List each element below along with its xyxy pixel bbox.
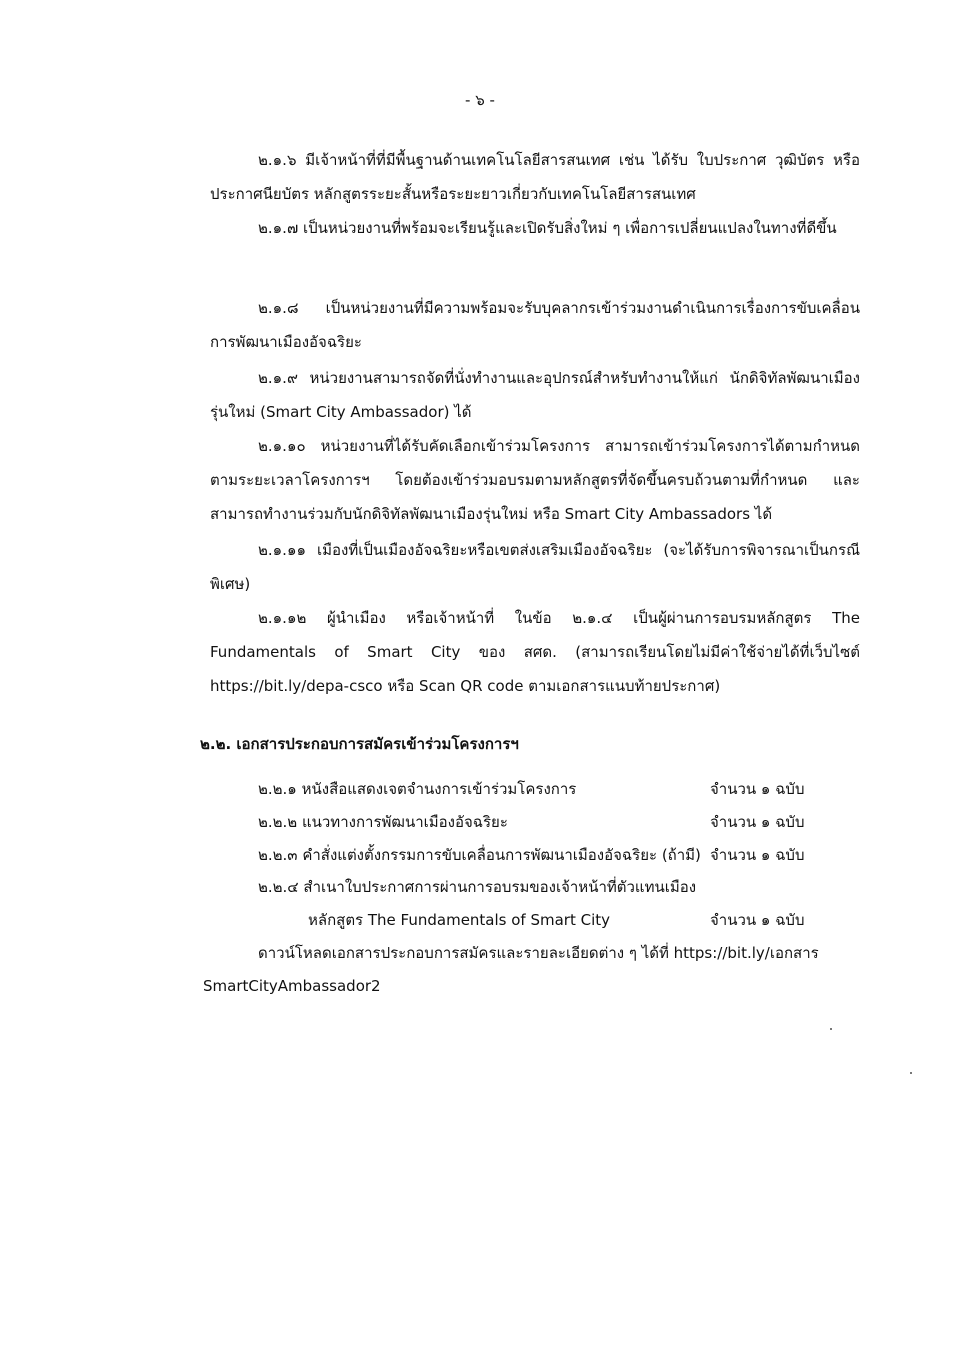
- download-note-continued: SmartCityAmbassador2: [203, 977, 381, 995]
- item-2-1-10: ๒.๑.๑๐ หน่วยงานที่ได้รับคัดเลือกเข้าร่วมโครงการ สามารถเข้าร่วมโครงการได้ตามกำหนดตามระยะเวลาโครงการฯ โดยต้องเข้าร่วมอบรมตามหลักสูตรที่จัดขึ้นครบถ้วนตามที่กำหนด และสามารถทำงานร่วมกับนักดิจิทัลพัฒนาเมืองรุ่นใหม่ หรือ Smart City Ambassadors ได้: [210, 437, 860, 523]
- document-row-2-2-1: [258, 772, 818, 806]
- item-2-1-8: ๒.๑.๘ เป็นหน่วยงานที่มีความพร้อมจะรับบุคลากรเข้าร่วมงานดำเนินการเรื่องการขับเคลื่อนการพัฒนาเมืองอัจฉริยะ: [210, 299, 860, 351]
- document-row-2-2-2: [258, 805, 818, 839]
- document-label: หลักสูตร The Fundamentals of Smart City: [308, 911, 611, 929]
- document-label: ๒.๒.๑ หนังสือแสดงเจตจำนงการเข้าร่วมโครงการ: [258, 780, 577, 798]
- item-2-1-6: ๒.๑.๖ มีเจ้าหน้าที่ที่มีพื้นฐานด้านเทคโนโลยีสารสนเทศ เช่น ได้รับ ใบประกาศ วุฒิบัตร หรือประกาศนียบัตร หลักสูตรระยะสั้นหรือระยะยาวเกี่ยวกับเทคโนโลยีสารสนเทศ: [210, 151, 860, 203]
- document-row-2-2-3: [258, 838, 818, 872]
- document-row-2-2-4: [258, 870, 818, 904]
- scan-speck: [830, 1028, 832, 1030]
- document-label: ๒.๒.๓ คำสั่งแต่งตั้งกรรมการขับเคลื่อนการพัฒนาเมืองอัจฉริยะ (ถ้ามี): [258, 846, 701, 864]
- scan-speck: [910, 1072, 912, 1074]
- document-quantity: จำนวน ๑ ฉบับ: [710, 780, 805, 798]
- page-number: - ๖ -: [465, 91, 495, 109]
- document-quantity: จำนวน ๑ ฉบับ: [710, 846, 805, 864]
- item-2-1-9: ๒.๑.๙ หน่วยงานสามารถจัดที่นั่งทำงานและอุปกรณ์สำหรับทำงานให้แก่ นักดิจิทัลพัฒนาเมืองรุ่นใหม่ (Smart City Ambassador) ได้: [210, 369, 860, 421]
- item-2-1-11: ๒.๑.๑๑ เมืองที่เป็นเมืองอัจฉริยะหรือเขตส่งเสริมเมืองอัจฉริยะ (จะได้รับการพิจารณาเป็นกรณีพิเศษ): [210, 541, 860, 593]
- document-label: ๒.๒.๒ แนวทางการพัฒนาเมืองอัจฉริยะ: [258, 813, 508, 831]
- document-row-2-2-4-sub: [308, 903, 868, 937]
- document-label: ๒.๒.๔ สำเนาใบประกาศการผ่านการอบรมของเจ้าหน้าที่ตัวแทนเมือง: [258, 878, 697, 896]
- item-2-1-12: ๒.๑.๑๒ ผู้นำเมือง หรือเจ้าหน้าที่ ในข้อ ๒.๑.๔ เป็นผู้ผ่านการอบรมหลักสูตร The Fundamentals of Smart City ของ สศด. (สามารถเรียนโดยไม่มีค่าใช้จ่ายได้ที่เว็บไซต์ https://bit.ly/depa-csco หรือ Scan QR code ตามเอกสารแนบท้ายประกาศ): [210, 609, 860, 695]
- section-heading-2-2: ๒.๒. เอกสารประกอบการสมัครเข้าร่วมโครงการฯ: [200, 735, 519, 753]
- download-note: ดาวน์โหลดเอกสารประกอบการสมัครและรายละเอียดต่าง ๆ ได้ที่ https://bit.ly/เอกสาร: [258, 944, 819, 962]
- item-2-1-7: ๒.๑.๗ เป็นหน่วยงานที่พร้อมจะเรียนรู้และเปิดรับสิ่งใหม่ ๆ เพื่อการเปลี่ยนแปลงในทางที่ดีขึ้น: [258, 219, 837, 237]
- document-quantity: จำนวน ๑ ฉบับ: [710, 911, 805, 929]
- document-quantity: จำนวน ๑ ฉบับ: [710, 813, 805, 831]
